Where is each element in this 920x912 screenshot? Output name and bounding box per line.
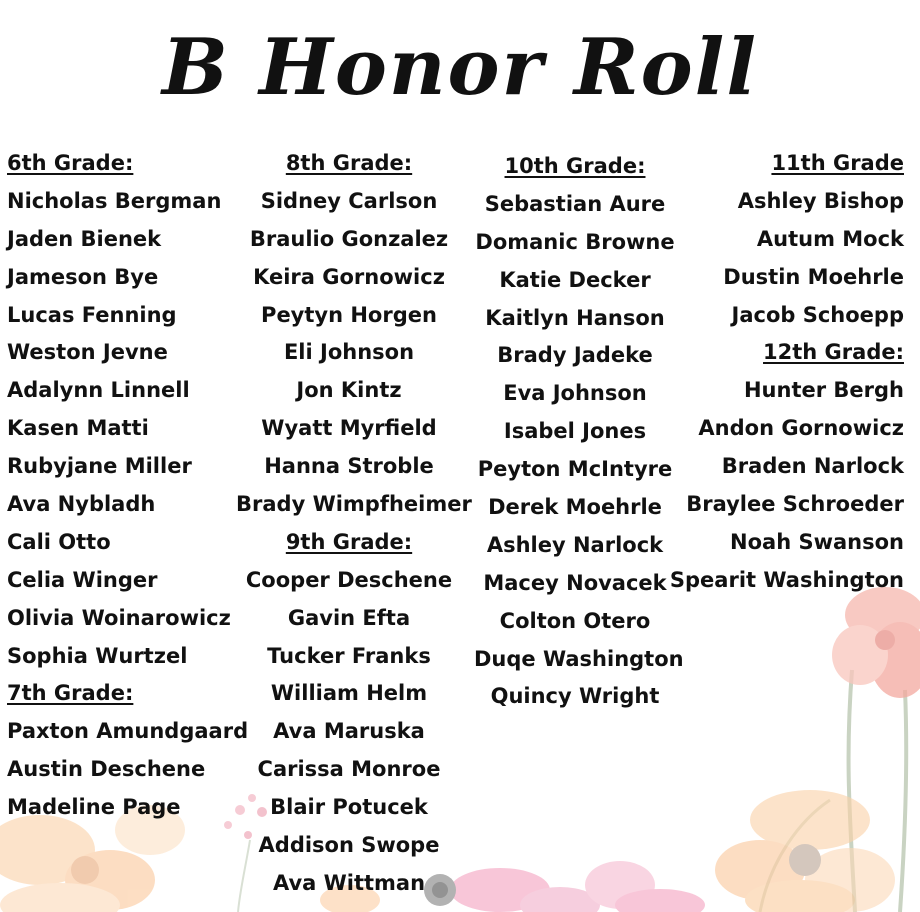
column-grades-6-7 <box>7 145 247 827</box>
student-name: Jacob Schoepp <box>731 302 904 327</box>
student-name: Addison Swope <box>258 833 440 858</box>
student-name: Ava Nybladh <box>7 492 156 517</box>
student-name: Tucker Franks <box>267 643 431 668</box>
student-name: Kaitlyn Hanson <box>485 305 665 330</box>
student-name: Noah Swanson <box>730 529 904 554</box>
student-name: Celia Winger <box>7 567 158 592</box>
student-name: Sophia Wurtzel <box>7 643 188 668</box>
student-name: William Helm <box>270 681 428 706</box>
student-name: Keira Gornowicz <box>253 264 445 289</box>
student-name: Dustin Moehrle <box>723 264 904 289</box>
student-name: Brady Jadeke <box>497 343 653 368</box>
student-name: Andon Gornowicz <box>698 416 904 441</box>
student-name: Sidney Carlson <box>260 188 438 213</box>
student-name: Spearit Washington <box>669 567 904 592</box>
student-name: Madeline Page <box>7 795 181 820</box>
student-name: Eva Johnson <box>503 381 647 406</box>
student-name: Macey Novacek <box>483 570 667 595</box>
student-name: Ava Maruska <box>273 719 425 744</box>
student-name: Paxton Amundgaard <box>7 719 249 744</box>
student-name: Braden Narlock <box>721 454 904 479</box>
student-name: Kasen Matti <box>7 416 149 441</box>
grade-heading: 9th Grade: <box>285 529 413 554</box>
student-name: Ashley Bishop <box>737 188 904 213</box>
student-name: Ashley Narlock <box>486 532 664 557</box>
student-name: Autum Mock <box>756 226 904 251</box>
student-name: Weston Jevne <box>7 340 168 365</box>
column-grades-8-9 <box>236 145 472 903</box>
student-name: Olivia Woinarowicz <box>7 605 231 630</box>
student-name: Ava Wittman <box>272 870 426 895</box>
student-name: Hunter Bergh <box>743 378 904 403</box>
student-name: Blair Potucek <box>270 795 428 820</box>
student-name: Jon Kintz <box>296 378 402 403</box>
student-name: Quincy Wright <box>490 684 660 709</box>
student-name: Derek Moehrle <box>488 495 662 520</box>
magenta-flower <box>424 861 705 912</box>
student-name: Peytyn Horgen <box>261 302 437 327</box>
student-name: Cooper Deschene <box>245 567 453 592</box>
student-name: Peyton McIntyre <box>477 457 673 482</box>
student-name: Isabel Jones <box>503 419 647 444</box>
student-name: Adalynn Linnell <box>7 378 190 403</box>
grade-heading: 8th Grade: <box>285 151 413 175</box>
student-name: Rubyjane Miller <box>7 454 192 479</box>
student-name: Gavin Efta <box>287 605 411 630</box>
column-grade-10 <box>474 148 684 716</box>
student-name: Jaden Bienek <box>7 226 162 251</box>
grade-heading: 12th Grade: <box>763 340 904 365</box>
student-name: Austin Deschene <box>7 757 206 782</box>
student-name: Brady Wimpfheimer <box>236 492 472 517</box>
student-name: Eli Johnson <box>283 340 415 365</box>
pink-flower <box>832 587 920 698</box>
grade-heading: 7th Grade: <box>7 681 134 706</box>
grade-heading: 10th Grade: <box>504 154 646 178</box>
student-name: Colton Otero <box>499 608 651 633</box>
student-name: Domanic Browne <box>475 229 675 254</box>
student-name: Sebastian Aure <box>484 191 666 216</box>
student-name: Nicholas Bergman <box>7 188 222 213</box>
student-name: Duqe Washington <box>474 646 684 671</box>
student-name: Katie Decker <box>499 267 651 292</box>
flower-stem <box>900 690 906 912</box>
student-name: Lucas Fenning <box>7 302 177 327</box>
student-name: Jameson Bye <box>7 264 159 289</box>
column-grades-11-12 <box>664 145 904 600</box>
grade-heading: 6th Grade: <box>7 151 134 175</box>
student-name: Hanna Stroble <box>264 454 434 479</box>
grade-heading: 11th Grade <box>771 151 904 175</box>
student-name: Braylee Schroeder <box>686 492 904 517</box>
student-name: Wyatt Myrfield <box>261 416 437 441</box>
student-name: Carissa Monroe <box>257 757 441 782</box>
peach-flower <box>715 790 895 912</box>
student-name: Cali Otto <box>7 529 111 554</box>
page-title: B Honor Roll <box>162 22 758 113</box>
student-name: Braulio Gonzalez <box>249 226 449 251</box>
